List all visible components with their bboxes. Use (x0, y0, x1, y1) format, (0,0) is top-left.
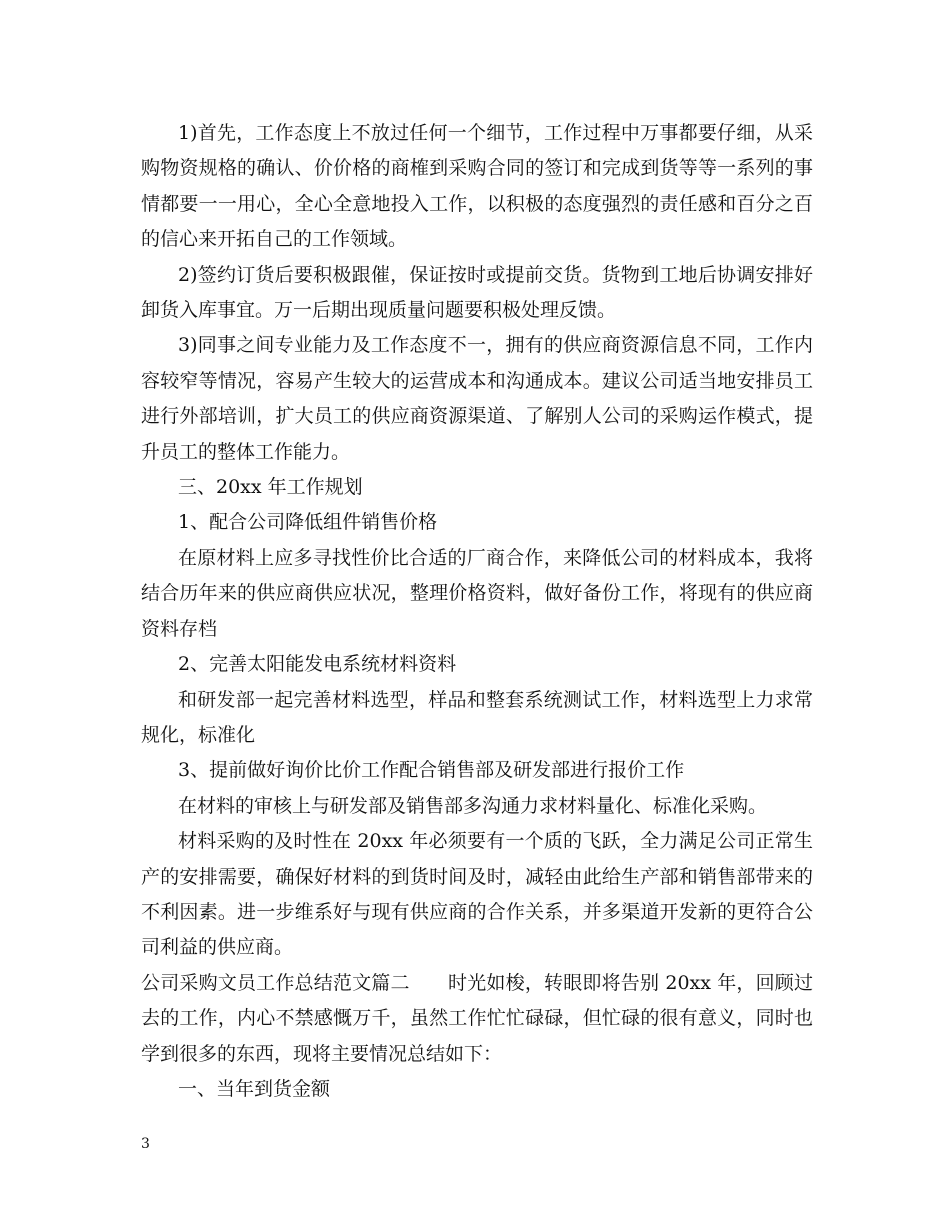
paragraph-material-review: 在材料的审核上与研发部及销售部多沟通力求材料量化、标准化采购。 (178, 794, 768, 817)
section-heading-delivery-amount: 一、当年到货金额 (178, 1077, 331, 1100)
paragraph-timeliness: 材料采购的及时性在 20xx 年必须要有一个质的飞跃，全力满足公司正常生产的安排需要，确保好材料的到货时间及时，减轻由此给生产部和销售部带来的不利因素。进一步维系好与现有供应商的合作关系，并多渠道开发新的更符合公司利益的供应商。 (141, 830, 813, 959)
page-number: 3 (141, 1136, 150, 1152)
paragraph-summary-part-two: 公司采购文员工作总结范文篇二 时光如梭，转眼即将告别 20xx 年，回顾过去的工作，内心不禁感慨万千，虽然工作忙忙碌碌，但忙碌的很有意义，同时也学到很多的东西，现将主要情况总结如下： (141, 971, 813, 1065)
subheading-solar-materials: 2、完善太阳能发电系统材料资料 (178, 653, 457, 676)
paragraph-attitude: 1)首先，工作态度上不放过任何一个细节，工作过程中万事都要仔细，从采购物资规格的确认、价价格的商榷到采购合同的签订和完成到货等等一系列的事情都要一一用心，全心全意地投入工作，以积极的态度强烈的责任感和百分之百的信心来开拓自己的工作领域。 (141, 122, 813, 251)
subheading-inquiry: 3、提前做好询价比价工作配合销售部及研发部进行报价工作 (178, 759, 685, 782)
document-body (141, 116, 813, 1107)
paragraph-raw-materials: 在原材料上应多寻找性价比合适的厂商合作，来降低公司的材料成本，我将结合历年来的供应商供应状况，整理价格资料，做好备份工作，将现有的供应商资料存档 (141, 546, 813, 640)
paragraph-rd-selection: 和研发部一起完善材料选型，样品和整套系统测试工作，材料选型上力求常规化，标准化 (141, 688, 813, 746)
paragraph-follow-up: 2)签约订货后要积极跟催，保证按时或提前交货。货物到工地后协调安排好卸货入库事宜。万一后期出现质量问题要积极处理反馈。 (141, 263, 813, 322)
section-heading-plan: 三、20xx 年工作规划 (178, 476, 363, 499)
paragraph-colleagues: 3)同事之间专业能力及工作态度不一，拥有的供应商资源信息不同，工作内容较窄等情况，容易产生较大的运营成本和沟通成本。建议公司适当地安排员工进行外部培训，扩大员工的供应商资源渠道、了解别人公司的采购运作模式，提升员工的整体工作能力。 (141, 334, 813, 463)
subheading-reduce-price: 1、配合公司降低组件销售价格 (178, 511, 438, 534)
